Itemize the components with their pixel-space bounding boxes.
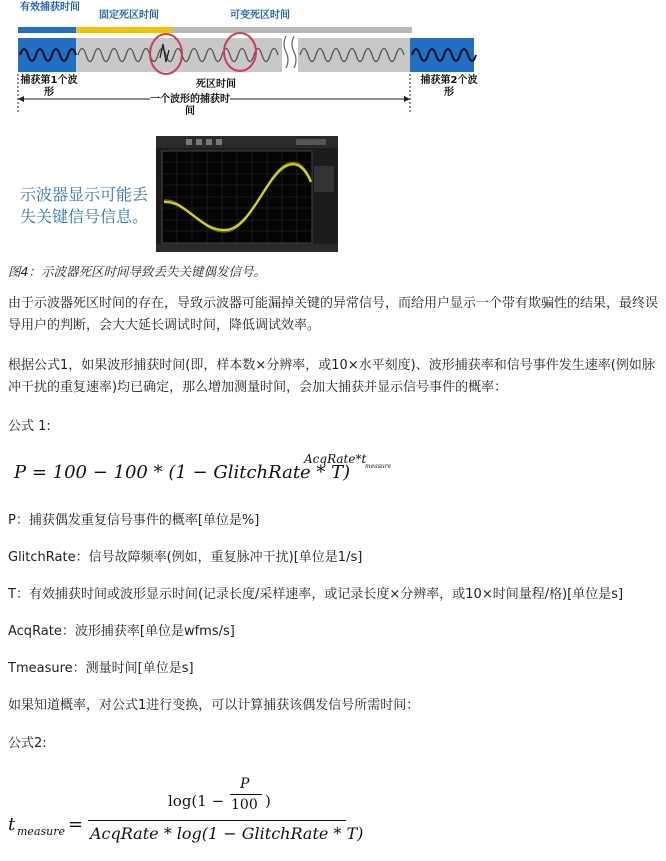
dead-time-figure [0, 0, 666, 258]
formula-2-lhs: t [8, 814, 16, 835]
formula-1-label: 公式 1: [8, 419, 51, 434]
dead-strip-b [298, 38, 410, 72]
formula-2-lhs-sub: measure [17, 825, 65, 838]
formula-1-exponent-sub: measure [365, 463, 392, 470]
label-capture-wave-2: 捕获第2个波形 [420, 75, 478, 98]
paragraph-3: 如果知道概率，对公式1进行变换，可以计算捕获该偶发信号所需时间： [8, 698, 420, 713]
label-one-waveform-capture-time: 一个波形的捕获时间 [150, 94, 230, 117]
definition-acqrate: AcqRate：波形捕获率[单位是wfms/s] [8, 624, 235, 639]
formula-2-label: 公式2: [8, 736, 47, 751]
paragraph-2: 根据公式1，如果波形捕获时间(即，样本数×分辨率，或10×水平刻度)、波形捕获率和信号事件发生速率(例如脉冲干扰的重复速率)均已确定，那么增加测量时间，会加大捕获并显示信号事件的概率： [8, 358, 655, 395]
definition-tmeasure: Tmeasure：测量时间[单位是s] [8, 661, 194, 676]
formula-1-body: P = 100 − 100 * (1 − GlitchRate * T) [14, 462, 351, 483]
variable-dead-bar [172, 27, 412, 33]
definition-p: P：捕获偶发重复信号事件的概率[单位是%] [8, 513, 260, 528]
label-fixed-dead-time: 固定死区时间 [99, 10, 159, 21]
figure-caption: 图4：示波器死区时间导致丢失关键偶发信号。 [8, 264, 266, 279]
effective-capture-bar [18, 27, 76, 33]
formula-2-denominator: AcqRate * log(1 − GlitchRate * T) [90, 824, 364, 843]
definition-t: T：有效捕获时间或波形显示时间(记录长度/采样速率，或记录长度×分辨率，或10×时间量程/格)[单位是s] [8, 587, 624, 602]
definition-glitchrate: GlitchRate：信号故障频率(例如，重复脉冲干扰)[单位是1/s] [8, 550, 363, 565]
timing-diagram [0, 0, 666, 130]
formula-1-exponent: AcqRate*t [304, 452, 367, 466]
formula-1 [14, 448, 474, 492]
fixed-dead-bar [76, 27, 172, 33]
formula-2-fraction-bar [88, 820, 346, 821]
formula-2-numerator: log(1 − P 100 ) [168, 776, 271, 813]
oscilloscope-note: 示波器显示可能丢失关键信号信息。 [20, 185, 149, 226]
oscilloscope-screen [156, 136, 338, 252]
label-variable-dead-time: 可变死区时间 [230, 10, 290, 21]
label-effective-capture-time: 有效捕获时间 [20, 2, 80, 13]
formula-2: t measure = log(1 − P 100 ) AcqRate * log(1 − GlitchRate * T) [8, 770, 368, 850]
label-dead-time: 死区时间 [196, 79, 236, 90]
label-capture-wave-1: 捕获第1个波形 [20, 75, 78, 98]
paragraph-1: 由于示波器死区时间的存在，导致示波器可能漏掉关键的异常信号，而给用户显示一个带有欺骗性的结果，最终误导用户的判断，会大大延长调试时间，降低调试效率。 [8, 296, 659, 333]
